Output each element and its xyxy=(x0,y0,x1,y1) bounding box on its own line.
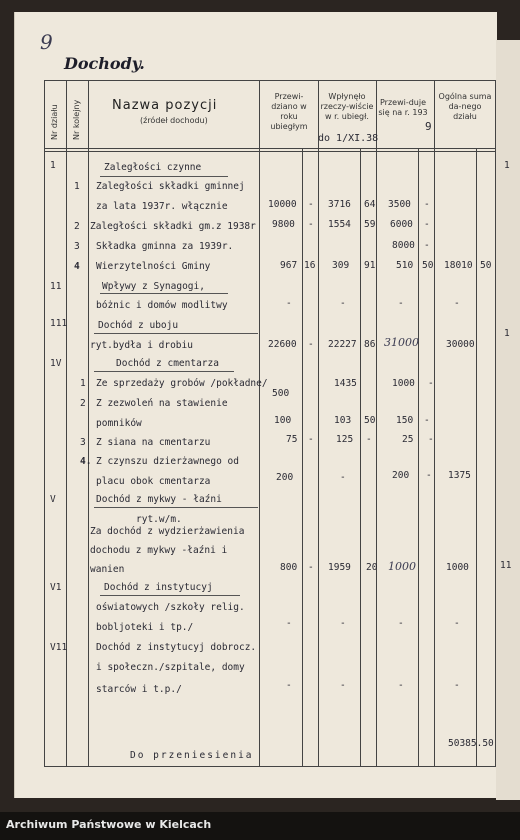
header-kolejny: Nr kolejny xyxy=(72,99,81,140)
archive-credit: Archiwum Państwowe w Kielcach xyxy=(6,818,212,831)
dash: - xyxy=(454,298,460,309)
item-name: Za dochód z wydzierżawienia xyxy=(90,526,245,537)
header-nazwa: Nazwa pozycji xyxy=(112,98,218,113)
item-name: ryt.w/m. xyxy=(136,514,182,525)
amount-grosz: 16 xyxy=(304,260,316,271)
amount-przewidziano: 500 xyxy=(272,388,290,399)
item-name: wanien xyxy=(90,564,125,575)
amount-grosz: - xyxy=(308,219,314,230)
dzial-number: 11 xyxy=(50,281,62,292)
item-name: Wierzytelności Gminy xyxy=(96,261,211,272)
amount-przewidziano: 100 xyxy=(274,415,292,426)
kolejny-number: 4. xyxy=(80,456,92,467)
amount-grosz: - xyxy=(308,339,314,350)
dzial-number: V xyxy=(50,494,56,505)
amount-wplynelo: 309 xyxy=(332,260,350,271)
amount-przewiduje: 510 xyxy=(396,260,414,271)
kolejny-number: 1 xyxy=(74,181,80,192)
amount-przewidziano: 800 xyxy=(280,562,298,573)
amount-wplynelo: 1435 xyxy=(334,378,357,389)
item-name: Zaległości czynne xyxy=(104,162,202,173)
amount-przewidziano: 9800 xyxy=(272,219,295,230)
kolejny-number: 3 xyxy=(80,437,86,448)
item-name: Dochód z instytucyj dobrocz. xyxy=(96,642,257,653)
amount-przewidziano: 967 xyxy=(280,260,298,271)
amount-grosz: 59 xyxy=(364,219,376,230)
item-name: bobljoteki i tp./ xyxy=(96,622,194,633)
dash: - xyxy=(454,680,460,691)
dzial-number: V1 xyxy=(50,582,62,593)
amount-grosz: 50 xyxy=(480,260,492,271)
amount-przewidziano: 10000 xyxy=(268,199,297,210)
header-nazwa-sub: (źródeł dochodu) xyxy=(140,116,208,125)
amount-grosz: 50 xyxy=(422,260,434,271)
kolejny-number: 2 xyxy=(74,221,80,232)
header-przewidziano: Przewi-dziano w roku ubiegłym xyxy=(270,92,308,131)
kolejny-number: 3 xyxy=(74,241,80,252)
amount-wplynelo: 125 xyxy=(336,434,354,445)
header-wplynelo-date: do 1/XI.38 xyxy=(318,133,379,144)
dash: - xyxy=(286,680,292,691)
header-przewiduje-year: 9 xyxy=(425,120,432,133)
item-name: Dochód z mykwy - łaźni xyxy=(96,494,222,505)
page-number-mark: 9 xyxy=(40,30,53,54)
amount-wplynelo: - xyxy=(340,472,346,483)
amount-grosz: - xyxy=(428,378,434,389)
amount-przewidziano: 22600 xyxy=(268,339,297,350)
dash: - xyxy=(398,298,404,309)
carry-forward-label: Do przeniesienia xyxy=(130,750,254,761)
item-name: Wpływy z Synagogi, xyxy=(102,281,205,292)
header-wplynelo: Wpłynęło rzeczy-wiście w r. ubiegł. xyxy=(320,92,374,121)
item-name: starców i t.p./ xyxy=(96,684,182,695)
amount-ogolna: 1000 xyxy=(446,562,469,573)
item-name: Z czynszu dzierżawnego od xyxy=(96,456,239,467)
dash: - xyxy=(286,298,292,309)
amount-wplynelo: 1959 xyxy=(328,562,351,573)
item-name: Składka gminna za 1939r. xyxy=(96,241,234,252)
amount-przewiduje: 6000 xyxy=(390,219,413,230)
amount-grosz: - xyxy=(308,434,314,445)
amount-przewidziano: 75 xyxy=(286,434,298,445)
item-name: za lata 1937r. włącznie xyxy=(96,201,228,212)
amount-grosz: - xyxy=(426,470,432,481)
item-name: Z siana na cmentarzu xyxy=(96,437,211,448)
dzial-number: V11 xyxy=(50,642,68,653)
amount-wplynelo: 103 xyxy=(334,415,352,426)
amount-przewiduje: 8000 xyxy=(392,240,415,251)
amount-ogolna: 30000 xyxy=(446,339,475,350)
amount-grosz: - xyxy=(424,199,430,210)
item-name: dochodu z mykwy -łaźni i xyxy=(90,545,228,556)
amount-grosz: - xyxy=(308,562,314,573)
header-przewiduje: Przewi-duje się na r. 193 xyxy=(378,98,428,117)
amount-przewiduje: 25 xyxy=(402,434,414,445)
amount-przewiduje: 31000 xyxy=(384,336,419,349)
amount-grosz: 86 xyxy=(364,339,376,350)
amount-przewiduje: 1000 xyxy=(388,560,416,573)
dash: - xyxy=(340,680,346,691)
amount-grosz: - xyxy=(424,240,430,251)
amount-grosz: - xyxy=(424,415,430,426)
amount-przewiduje: 1000 xyxy=(392,378,415,389)
kolejny-number: 1 xyxy=(80,378,86,389)
dzial-number: 1 xyxy=(50,160,56,171)
amount-ogolna: 1375 xyxy=(448,470,471,481)
dzial-number: 111 xyxy=(50,318,68,329)
amount-przewidziano: 200 xyxy=(276,472,294,483)
amount-grosz: 20 xyxy=(366,562,378,573)
dash: - xyxy=(340,298,346,309)
next-page-mark: 1 xyxy=(504,328,510,339)
amount-grosz: 64 xyxy=(364,199,376,210)
item-name: ryt.bydła i drobiu xyxy=(90,340,193,351)
item-name: placu obok cmentarza xyxy=(96,476,211,487)
item-name: Z zezwoleń na stawienie xyxy=(96,398,228,409)
dash: - xyxy=(340,618,346,629)
next-page-mark: 1 xyxy=(504,160,510,171)
dash: - xyxy=(286,618,292,629)
item-name: Zaległości składki gminnej xyxy=(96,181,245,192)
kolejny-number: 4 xyxy=(74,261,80,272)
amount-przewiduje: 3500 xyxy=(388,199,411,210)
item-name: Ze sprzedaży grobów /pokładne/ xyxy=(96,378,268,389)
dash: - xyxy=(398,618,404,629)
item-name: Dochód z uboju xyxy=(98,320,179,331)
amount-grosz: 91 xyxy=(364,260,376,271)
amount-przewiduje: 150 xyxy=(396,415,414,426)
dash: - xyxy=(398,680,404,691)
next-page-edge xyxy=(496,40,520,800)
amount-grosz: - xyxy=(424,219,430,230)
carry-forward-total: 50385.50 xyxy=(448,738,494,749)
amount-grosz: 50 xyxy=(364,415,376,426)
item-name: Dochód z instytucyj xyxy=(104,582,213,593)
item-name: i społeczn./szpitale, domy xyxy=(96,662,245,673)
amount-grosz: - xyxy=(428,434,434,445)
amount-grosz: - xyxy=(308,199,314,210)
header-dzialu: Nr działu xyxy=(50,104,59,140)
dzial-number: 1V xyxy=(50,358,62,369)
amount-wplynelo: 3716 xyxy=(328,199,351,210)
amount-wplynelo: 1554 xyxy=(328,219,351,230)
amount-przewiduje: 200 xyxy=(392,470,410,481)
dash: - xyxy=(454,618,460,629)
kolejny-number: 2 xyxy=(80,398,86,409)
item-name: Dochód z cmentarza xyxy=(116,358,219,369)
next-page-mark: 11 xyxy=(500,560,512,571)
amount-grosz: - xyxy=(366,434,372,445)
item-name: pomników xyxy=(96,418,142,429)
amount-ogolna: 18010 xyxy=(444,260,473,271)
item-name: bóżnic i domów modlitwy xyxy=(96,300,228,311)
amount-wplynelo: 22227 xyxy=(328,339,357,350)
item-name: oświatowych /szkoły relig. xyxy=(96,602,245,613)
item-name: Zaległości składki gm.z 1938r xyxy=(90,221,256,232)
page-title: Dochody. xyxy=(64,54,145,73)
header-ogolna: Ogólna suma da-nego działu xyxy=(438,92,492,121)
